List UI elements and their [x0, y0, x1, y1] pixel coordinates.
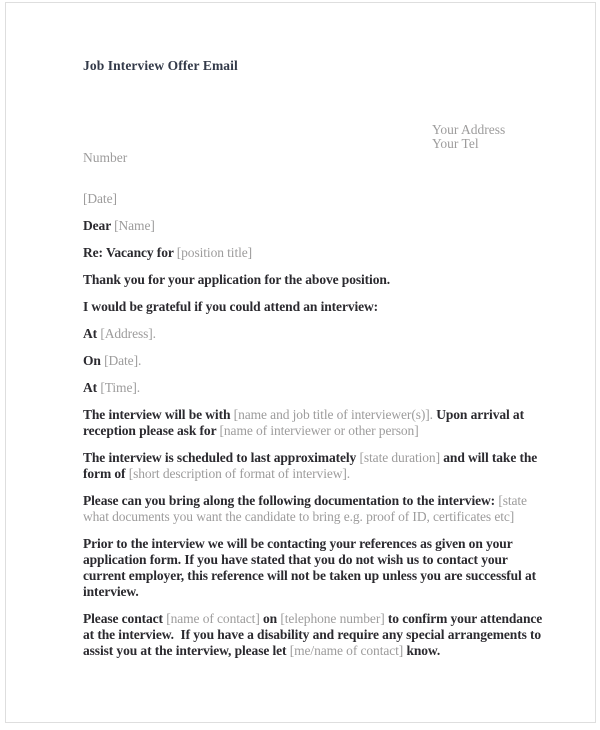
sender-tel-line: Your Tel: [432, 136, 479, 151]
letter-text: The interview is scheduled to last approximately: [83, 450, 360, 465]
paragraph: [83, 493, 553, 525]
letter-text: to confirm your attendance at the interview. If you have a disability and require any special arrangements to assist you at the interview, please let: [83, 611, 546, 658]
placeholder-text: [Address].: [100, 326, 156, 341]
sender-address-block: [432, 123, 553, 151]
placeholder-text: [me/name of contact]: [289, 643, 404, 658]
placeholder-text: [short description of format of interview].: [128, 466, 351, 481]
letter-text: Please can you bring along the following documentation to the interview:: [83, 493, 499, 508]
letter-text: Prior to the interview we will be contacting your references as given on your application form. If you have stated that you do not wish us to contact your current employer, this reference will not be taken up unless you are successful at interview.: [83, 536, 540, 599]
paragraph: [83, 380, 553, 396]
letter-text: Thank you for your application for the above position.: [83, 272, 391, 287]
letter-text: On: [83, 353, 105, 368]
letter-text: know.: [403, 643, 441, 658]
paragraph: [83, 611, 553, 659]
letter-body: [83, 191, 553, 659]
letter-text: At: [83, 326, 101, 341]
paragraph: [83, 407, 553, 439]
placeholder-text: [Date]: [83, 191, 117, 206]
letter-text: Dear: [83, 218, 115, 233]
letter-text: Please contact: [83, 611, 167, 626]
placeholder-text: [state duration]: [359, 450, 440, 465]
paragraph: [83, 218, 553, 234]
paragraph: [83, 299, 553, 315]
letter-text: Upon arrival at reception please ask for: [83, 407, 528, 438]
letter-title: Job Interview Offer Email: [83, 58, 238, 73]
letter-text: I would be grateful if you could attend an interview:: [83, 299, 379, 314]
sender-number-line: Number: [83, 150, 128, 165]
paragraph: [83, 326, 553, 342]
placeholder-text: [name of contact]: [166, 611, 260, 626]
letter-text: on: [259, 611, 281, 626]
placeholder-text: [name of interviewer or other person]: [219, 423, 419, 438]
paragraph: [83, 450, 553, 482]
paragraph: [83, 245, 553, 261]
placeholder-text: [position title]: [176, 245, 253, 260]
letter-text: and will take the form of: [83, 450, 541, 481]
letter-text: The interview will be with: [83, 407, 234, 422]
placeholder-text: [Name]: [114, 218, 155, 233]
paragraph: [83, 353, 553, 369]
letter-text: At: [83, 380, 101, 395]
placeholder-text: [state what documents you want the candidate to bring e.g. proof of ID, certificates etc]: [83, 493, 531, 524]
letter-content: [83, 0, 553, 670]
placeholder-text: [Date].: [104, 353, 142, 368]
paragraph: [83, 272, 553, 288]
placeholder-text: [Time].: [100, 380, 141, 395]
sender-address-line: Your Address: [432, 122, 506, 137]
placeholder-text: [name and job title of interviewer(s)].: [233, 407, 433, 422]
paragraph: [83, 536, 553, 600]
placeholder-text: [telephone number]: [280, 611, 385, 626]
letter-text: Re: Vacancy for: [83, 245, 177, 260]
paragraph: [83, 191, 553, 207]
